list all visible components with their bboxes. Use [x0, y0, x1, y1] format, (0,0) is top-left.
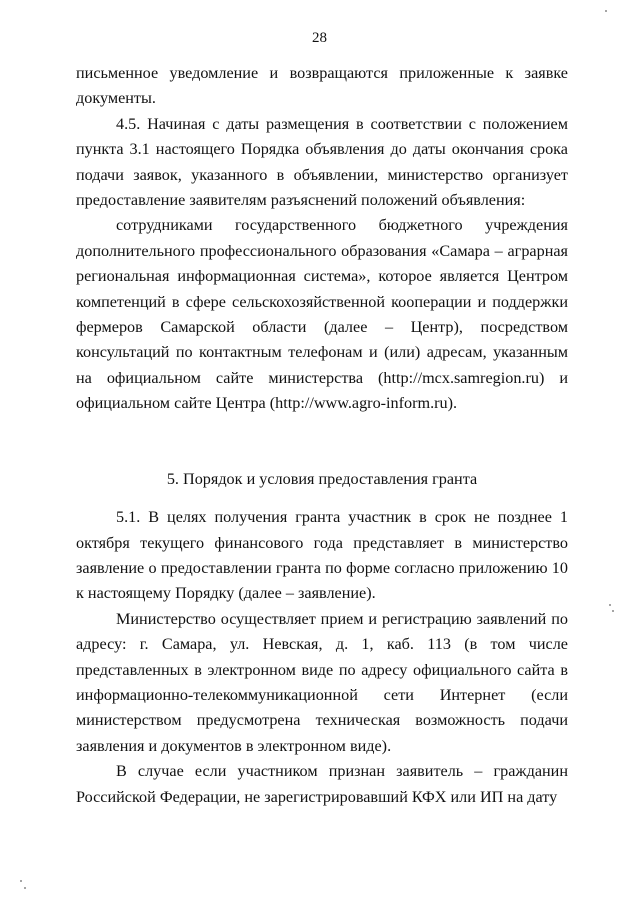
document-body: [76, 61, 568, 810]
page-number: 28: [312, 30, 327, 46]
scan-speck: [609, 604, 611, 606]
section-heading: 5. Порядок и условия предоставления гранта: [166, 469, 478, 488]
scan-speck: [612, 610, 614, 612]
paragraph: 4.5. Начиная с даты размещения в соответствии с положением пункта 3.1 настоящего Порядка объявления до даты окончания срока подачи заявок, указанного в объявлении, министерство организует предоставление заявителям разъяснений положений объявления:: [76, 114, 568, 210]
paragraph: 5.1. В целях получения гранта участник в срок не позднее 1 октября текущего финансового года представляет в министерство заявление о предоставлении гранта по форме согласно приложению 10 к настоящему Порядку (далее – заявление).: [76, 508, 568, 603]
scan-speck: [20, 880, 22, 882]
paragraph: Министерство осуществляет прием и регистрацию заявлений по адресу: г. Самара, ул. Невская, д. 1, каб. 113 (в том числе представленных в электронном виде по адресу официального сайта в информационно-телекоммуникационной сети Интернет (если министерством предусмотрена техническая возможность подачи заявления и документов в электронном виде).: [76, 609, 568, 755]
paragraph: В случае если участником признан заявитель – гражданин Российской Федерации, не зарегистрировавший КФХ или ИП на дату: [76, 762, 568, 806]
paragraph: сотрудниками государственного бюджетного учреждения дополнительного профессионального образования «Самара – аграрная региональная информационная система», которое является Центром компетенций в сфере сельскохозяйственной кооперации и поддержки фермеров Самарской области (далее – Центр), посредством консультаций по контактным телефонам и (или) адресам, указанным на официальном сайте министерства (http://mcx.samregion.ru) и официальном сайте Центра (http://www.agro-inform.ru).: [76, 216, 568, 413]
paragraph: письменное уведомление и возвращаются приложенные к заявке документы.: [76, 64, 568, 108]
scan-speck: [24, 887, 26, 889]
scan-speck: [605, 10, 607, 12]
